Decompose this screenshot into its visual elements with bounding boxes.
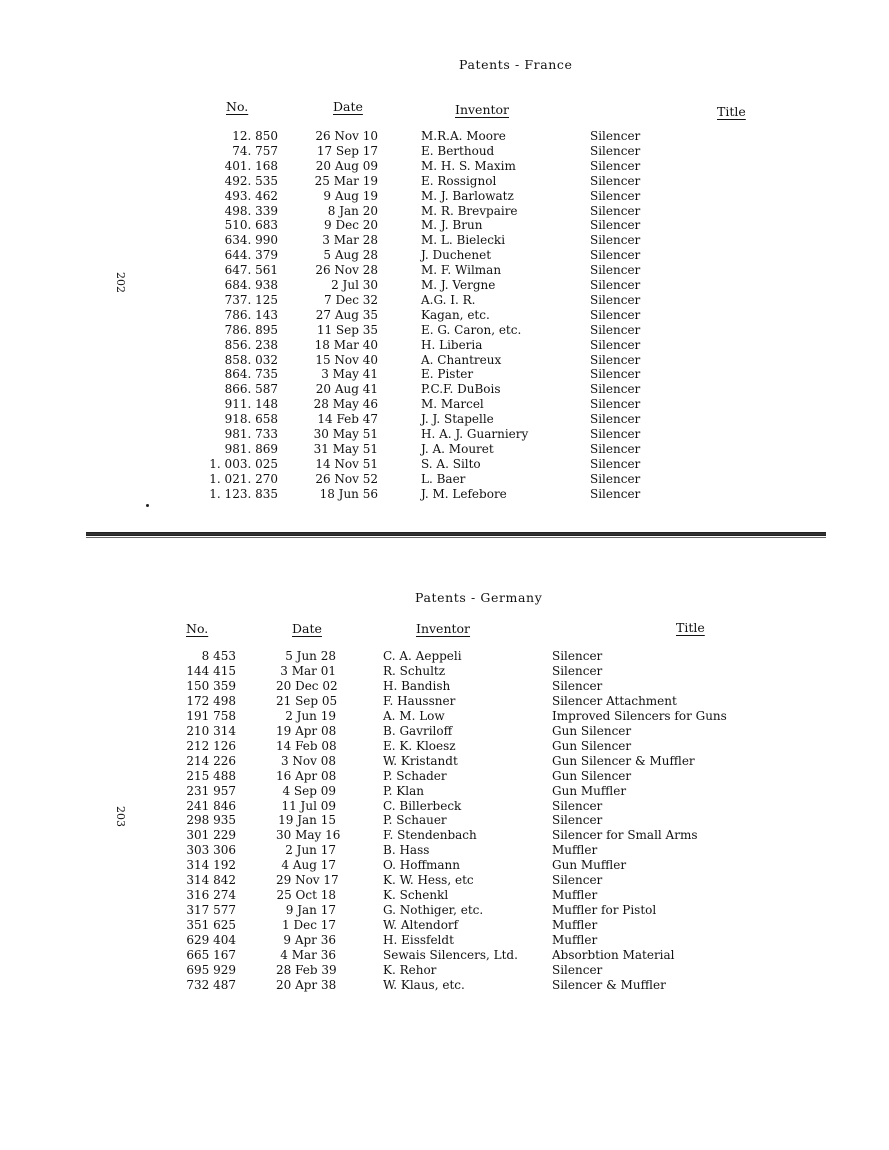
patent-number: 317 577: [186, 903, 236, 918]
patent-title: Gun Silencer: [552, 723, 632, 738]
patent-number: 858. 032: [224, 352, 278, 367]
patent-number: 210 314: [186, 723, 236, 738]
patent-number: 74. 757: [232, 143, 278, 158]
patent-number: 1. 021. 270: [209, 471, 278, 486]
patent-number: 856. 238: [224, 337, 278, 352]
germany-title: Patents - Germany: [415, 590, 543, 605]
table-row: [0, 129, 889, 144]
patent-inventor: E. Berthoud: [421, 143, 495, 158]
patent-number: 215 488: [186, 768, 236, 783]
patent-inventor: L. Baer: [421, 471, 466, 486]
patent-title: Silencer: [552, 813, 603, 828]
section-divider: [86, 532, 826, 536]
patent-number: 144 415: [186, 663, 236, 678]
patent-number: 241 846: [186, 798, 236, 813]
patent-date: 2 Jun 17: [285, 843, 336, 858]
table-row: [0, 888, 889, 903]
patent-date: 19 Jan 15: [278, 813, 336, 828]
patent-date: 25 Mar 19: [314, 173, 378, 188]
table-row: [0, 323, 889, 338]
patent-date: 26 Nov 28: [315, 263, 378, 278]
patent-inventor: K. Schenkl: [383, 888, 449, 903]
patent-date: 3 Mar 28: [322, 233, 378, 248]
table-row: [0, 799, 889, 814]
patent-number: 214 226: [186, 753, 236, 768]
patent-number: 1. 123. 835: [209, 486, 278, 501]
patent-title: Silencer: [590, 367, 641, 382]
patent-title: Muffler: [552, 933, 598, 948]
patent-inventor: M.R.A. Moore: [421, 129, 506, 143]
patent-inventor: O. Hoffmann: [383, 858, 460, 873]
patent-title: Silencer for Small Arms: [552, 828, 698, 843]
patent-title: Silencer: [590, 263, 641, 278]
table-row: [0, 174, 889, 189]
table-row: [0, 679, 889, 694]
patent-date: 30 May 16: [276, 828, 341, 843]
table-row: [0, 233, 889, 248]
patent-inventor: S. A. Silto: [421, 456, 481, 471]
patent-number: 298 935: [186, 813, 236, 828]
patent-title: Silencer: [590, 173, 641, 188]
table-row: [0, 353, 889, 368]
patent-number: 8 453: [201, 649, 236, 663]
patent-number: 493. 462: [224, 188, 278, 203]
page-number-202: 202: [114, 272, 127, 293]
patent-inventor: J. J. Stapelle: [421, 412, 494, 427]
patent-date: 2 Jun 19: [285, 708, 336, 723]
patent-number: 786. 143: [224, 307, 278, 322]
france-header-no: No.: [226, 99, 249, 114]
patent-title: Improved Silencers for Guns: [552, 708, 727, 723]
table-row: [0, 248, 889, 263]
patent-inventor: H. Liberia: [421, 337, 483, 352]
patent-title: Silencer: [590, 188, 641, 203]
table-row: [0, 694, 889, 709]
patent-number: 314 842: [186, 873, 236, 888]
patent-inventor: E. G. Caron, etc.: [421, 322, 522, 337]
patent-number: 231 957: [186, 783, 236, 798]
patent-date: 30 May 51: [313, 427, 378, 441]
patent-title: Silencer & Muffler: [552, 977, 666, 992]
table-row: [0, 397, 889, 412]
france-header-title: Title: [717, 104, 746, 119]
patent-inventor: P.C.F. DuBois: [421, 382, 501, 397]
patent-inventor: Sewais Silencers, Ltd.: [383, 948, 518, 962]
table-row: [0, 189, 889, 204]
patent-number: 911. 148: [224, 397, 278, 412]
patent-date: 11 Jul 09: [281, 798, 336, 813]
table-row: [0, 739, 889, 754]
patent-inventor: G. Nothiger, etc.: [383, 903, 484, 918]
patent-title: Absorbtion Material: [552, 948, 675, 962]
patent-title: Silencer: [590, 158, 641, 173]
page-number-203: 203: [114, 806, 127, 827]
patent-number: 866. 587: [224, 382, 278, 397]
patent-title: Silencer: [590, 486, 641, 501]
patent-title: Silencer: [590, 352, 641, 367]
patent-title: Gun Muffler: [552, 858, 627, 873]
table-row: [0, 382, 889, 397]
patent-inventor: A.G. I. R.: [421, 292, 476, 307]
patent-date: 20 Aug 09: [315, 158, 378, 173]
patent-title: Gun Silencer & Muffler: [552, 753, 695, 768]
patent-title: Silencer: [590, 278, 641, 292]
table-row: [0, 754, 889, 769]
patent-title: Silencer: [590, 471, 641, 486]
patent-date: 11 Sep 35: [316, 322, 378, 337]
patent-date: 14 Feb 08: [276, 738, 337, 753]
table-row: [0, 709, 889, 724]
patent-date: 28 Feb 39: [276, 962, 337, 977]
patent-title: Silencer: [590, 412, 641, 427]
patent-number: 647. 561: [224, 263, 278, 278]
patent-title: Silencer: [590, 292, 641, 307]
table-row: [0, 412, 889, 427]
patent-title: Silencer: [590, 129, 641, 143]
patent-number: 786. 895: [224, 322, 278, 337]
patent-date: 9 Aug 19: [323, 188, 378, 203]
patent-number: 629 404: [186, 933, 236, 948]
patent-title: Muffler: [552, 888, 598, 903]
patent-inventor: M. R. Brevpaire: [421, 203, 518, 218]
patent-title: Silencer: [590, 233, 641, 248]
patent-title: Silencer Attachment: [552, 693, 677, 708]
patent-inventor: B. Gavriloff: [383, 723, 453, 738]
table-row: [0, 858, 889, 873]
patent-number: 351 625: [186, 918, 236, 933]
france-title: Patents - France: [459, 57, 573, 72]
patent-number: 634. 990: [224, 233, 278, 248]
patent-date: 2 Jul 30: [331, 278, 378, 292]
table-row: [0, 338, 889, 353]
patent-date: 9 Jan 17: [285, 903, 336, 918]
patent-title: Silencer: [552, 663, 603, 678]
patent-date: 18 Jun 56: [319, 486, 378, 501]
patent-inventor: W. Kristandt: [383, 753, 458, 768]
patent-number: 12. 850: [232, 129, 278, 143]
patent-number: 510. 683: [224, 218, 278, 233]
patent-number: 191 758: [186, 708, 236, 723]
patent-title: Silencer: [552, 798, 603, 813]
patent-title: Silencer: [590, 427, 641, 441]
patent-number: 301 229: [186, 828, 236, 843]
patent-number: 150 359: [186, 678, 236, 693]
table-row: [0, 918, 889, 933]
patent-inventor: M. L. Bielecki: [421, 233, 506, 248]
table-row: [0, 367, 889, 382]
patent-inventor: J. Duchenet: [421, 248, 492, 263]
patent-date: 9 Dec 20: [324, 218, 378, 233]
patent-date: 15 Nov 40: [315, 352, 378, 367]
patent-date: 9 Apr 36: [283, 933, 336, 948]
patent-inventor: B. Hass: [383, 843, 430, 858]
patent-inventor: F. Stendenbach: [383, 828, 477, 843]
patent-title: Silencer: [590, 143, 641, 158]
patent-inventor: E. Rossignol: [421, 173, 497, 188]
patent-number: 864. 735: [224, 367, 278, 382]
patent-date: 17 Sep 17: [316, 143, 378, 158]
patent-inventor: F. Haussner: [383, 693, 456, 708]
patent-title: Muffler for Pistol: [552, 903, 657, 918]
table-row: [0, 873, 889, 888]
patent-date: 20 Aug 41: [315, 382, 378, 397]
patent-number: 737. 125: [224, 292, 278, 307]
patent-date: 20 Dec 02: [276, 678, 338, 693]
patent-title: Gun Muffler: [552, 783, 627, 798]
table-row: [0, 948, 889, 963]
patent-date: 31 May 51: [313, 441, 378, 456]
patent-inventor: M. H. S. Maxim: [421, 158, 516, 173]
patent-inventor: P. Klan: [383, 783, 424, 798]
patent-number: 1. 003. 025: [209, 456, 278, 471]
table-row: [0, 813, 889, 828]
patent-date: 20 Apr 38: [276, 977, 337, 992]
patent-inventor: H. Bandish: [383, 678, 451, 693]
patent-date: 14 Nov 51: [315, 456, 378, 471]
table-row: [0, 442, 889, 457]
patent-date: 26 Nov 10: [315, 129, 378, 143]
table-row: [0, 664, 889, 679]
germany-header-date: Date: [292, 621, 322, 636]
patent-inventor: W. Altendorf: [383, 918, 459, 933]
patent-title: Silencer: [590, 397, 641, 412]
patent-title: Silencer: [590, 456, 641, 471]
patent-date: 4 Sep 09: [282, 783, 336, 798]
france-header-inventor: Inventor: [455, 102, 510, 117]
patent-number: 316 274: [186, 888, 236, 903]
table-row: [0, 978, 889, 993]
patent-date: 1 Dec 17: [282, 918, 336, 933]
patent-date: 4 Mar 36: [280, 948, 336, 962]
patent-date: 29 Nov 17: [276, 873, 339, 888]
table-row: [0, 204, 889, 219]
germany-header-no: No.: [186, 621, 209, 636]
patent-date: 4 Aug 17: [281, 858, 336, 873]
patent-date: 27 Aug 35: [315, 307, 378, 322]
table-row: [0, 963, 889, 978]
patent-number: 665 167: [186, 948, 236, 962]
patent-date: 16 Apr 08: [276, 768, 337, 783]
patent-inventor: A. M. Low: [383, 708, 445, 723]
table-row: [0, 843, 889, 858]
patent-inventor: P. Schauer: [383, 813, 447, 828]
germany-header-title: Title: [676, 620, 705, 635]
patent-title: Silencer: [552, 962, 603, 977]
patent-inventor: K. W. Hess, etc: [383, 873, 474, 888]
patent-title: Gun Silencer: [552, 738, 632, 753]
table-row: [0, 278, 889, 293]
france-header-date: Date: [333, 99, 363, 114]
patent-title: Silencer: [590, 307, 641, 322]
patent-date: 5 Aug 28: [323, 248, 378, 263]
patent-number: 498. 339: [224, 203, 278, 218]
patent-title: Silencer: [552, 873, 603, 888]
patent-number: 918. 658: [224, 412, 278, 427]
patent-date: 26 Nov 52: [315, 471, 378, 486]
table-row: [0, 427, 889, 442]
patent-inventor: E. Pister: [421, 367, 474, 382]
patent-inventor: M. Marcel: [421, 397, 484, 412]
patent-inventor: M. J. Vergne: [421, 278, 496, 292]
table-row: [0, 144, 889, 159]
patent-date: 19 Apr 08: [276, 723, 337, 738]
table-row: [0, 649, 889, 664]
patent-inventor: W. Klaus, etc.: [383, 977, 465, 992]
patent-date: 3 Nov 08: [280, 753, 336, 768]
table-row: [0, 903, 889, 918]
patent-title: Silencer: [590, 218, 641, 233]
patent-inventor: K. Rehor: [383, 962, 437, 977]
patent-title: Silencer: [590, 441, 641, 456]
patent-number: 314 192: [186, 858, 236, 873]
patent-date: 21 Sep 05: [276, 693, 338, 708]
patent-date: 14 Feb 47: [317, 412, 378, 427]
patent-number: 303 306: [186, 843, 236, 858]
table-row: [0, 457, 889, 472]
patent-number: 981. 733: [224, 427, 278, 441]
patent-title: Silencer: [590, 337, 641, 352]
patent-date: 8 Jan 20: [327, 203, 378, 218]
table-row: [0, 769, 889, 784]
patent-inventor: P. Schader: [383, 768, 447, 783]
patent-inventor: C. Billerbeck: [383, 798, 462, 813]
table-row: [0, 293, 889, 308]
patent-date: 28 May 46: [313, 397, 378, 412]
patent-number: 644. 379: [224, 248, 278, 263]
table-row: [0, 933, 889, 948]
patent-title: Silencer: [590, 322, 641, 337]
patent-date: 3 Mar 01: [280, 663, 336, 678]
patent-title: Gun Silencer: [552, 768, 632, 783]
patent-number: 212 126: [186, 738, 236, 753]
patent-number: 981. 869: [224, 441, 278, 456]
patent-title: Silencer: [552, 678, 603, 693]
patent-number: 695 929: [186, 962, 236, 977]
patent-number: 401. 168: [224, 158, 278, 173]
patent-inventor: Kagan, etc.: [421, 307, 490, 322]
table-row: [0, 487, 889, 502]
patent-number: 172 498: [186, 693, 236, 708]
patent-inventor: E. K. Kloesz: [383, 738, 456, 753]
patent-inventor: H. Eissfeldt: [383, 933, 454, 948]
patent-inventor: M. F. Wilman: [421, 263, 502, 278]
patent-date: 5 Jun 28: [285, 649, 336, 663]
germany-header-inventor: Inventor: [416, 621, 471, 636]
patent-date: 7 Dec 32: [324, 292, 378, 307]
table-row: [0, 308, 889, 323]
patent-title: Silencer: [552, 649, 603, 663]
patent-title: Silencer: [590, 248, 641, 263]
table-row: [0, 218, 889, 233]
table-row: [0, 828, 889, 843]
table-row: [0, 472, 889, 487]
stray-mark: [146, 504, 149, 507]
patent-number: 492. 535: [224, 173, 278, 188]
table-row: [0, 159, 889, 174]
patent-inventor: M. J. Barlowatz: [421, 188, 514, 203]
patent-inventor: R. Schultz: [383, 663, 446, 678]
patent-inventor: H. A. J. Guarniery: [421, 427, 529, 441]
patent-inventor: A. Chantreux: [421, 352, 502, 367]
table-row: [0, 724, 889, 739]
patent-inventor: J. M. Lefebore: [421, 486, 507, 501]
patent-inventor: C. A. Aeppeli: [383, 649, 462, 663]
patent-title: Muffler: [552, 843, 598, 858]
table-row: [0, 784, 889, 799]
patent-date: 25 Oct 18: [276, 888, 336, 903]
patent-title: Silencer: [590, 203, 641, 218]
section-divider-thin: [86, 537, 826, 538]
patent-inventor: J. A. Mouret: [421, 441, 494, 456]
patent-date: 3 May 41: [321, 367, 378, 382]
patent-date: 18 Mar 40: [314, 337, 378, 352]
patent-title: Muffler: [552, 918, 598, 933]
patent-inventor: M. J. Brun: [421, 218, 483, 233]
patent-number: 684. 938: [224, 278, 278, 292]
table-row: [0, 263, 889, 278]
patent-title: Silencer: [590, 382, 641, 397]
patent-number: 732 487: [186, 977, 236, 992]
